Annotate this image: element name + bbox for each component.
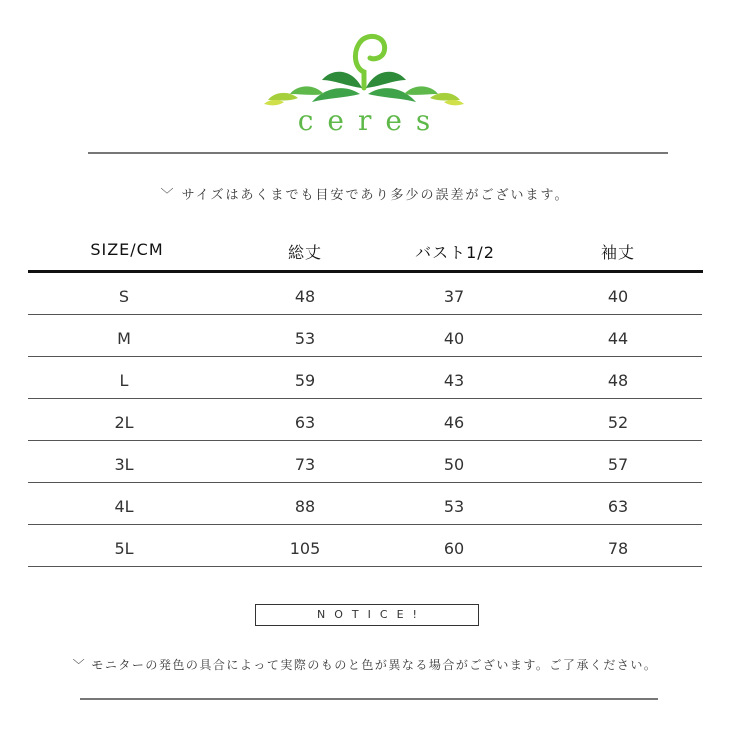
- table-row: [28, 315, 702, 357]
- cell-size: 2L: [114, 413, 134, 432]
- header-sleeve: 袖丈: [600, 243, 636, 262]
- row-divider: [28, 566, 702, 567]
- bottom-divider: [80, 698, 658, 700]
- cell-bust: 40: [443, 329, 465, 348]
- cell-size: S: [118, 287, 130, 306]
- cell-sleeve: 78: [607, 539, 629, 558]
- cell-sleeve: 44: [607, 329, 629, 348]
- cell-sleeve: 40: [607, 287, 629, 306]
- table-row: [28, 273, 702, 315]
- cell-bust: 37: [443, 287, 465, 306]
- cell-bust: 53: [443, 497, 465, 516]
- table-row: [28, 525, 702, 567]
- table-row: [28, 441, 702, 483]
- cell-length: 73: [294, 455, 316, 474]
- cell-length: 105: [289, 539, 321, 558]
- cell-size: 4L: [114, 497, 134, 516]
- header-size: SIZE/CM: [90, 240, 164, 259]
- cell-sleeve: 57: [607, 455, 629, 474]
- cell-bust: 43: [443, 371, 465, 390]
- cell-sleeve: 48: [607, 371, 629, 390]
- cell-size: M: [117, 329, 131, 348]
- header-bust: バスト1/2: [415, 243, 495, 262]
- cell-sleeve: 63: [607, 497, 629, 516]
- size-note: ﹀ サイズはあくまでも目安であり多少の誤差がございます。: [160, 188, 570, 203]
- cell-bust: 50: [443, 455, 465, 474]
- table-header: [28, 236, 702, 270]
- cell-length: 48: [294, 287, 316, 306]
- cell-length: 63: [294, 413, 316, 432]
- cell-size: 5L: [114, 539, 134, 558]
- cell-bust: 60: [443, 539, 465, 558]
- cell-size: L: [119, 371, 129, 390]
- top-divider: [88, 152, 668, 154]
- color-note: ﹀ モニターの発色の具合によって実際のものと色が異なる場合がございます。ご了承ください。: [72, 658, 658, 672]
- cell-length: 59: [294, 371, 316, 390]
- table-row: [28, 483, 702, 525]
- cell-length: 88: [294, 497, 316, 516]
- cell-bust: 46: [443, 413, 465, 432]
- cell-sleeve: 52: [607, 413, 629, 432]
- brand-name: ceres: [297, 104, 445, 137]
- table-row: [28, 399, 702, 441]
- header-length: 総丈: [287, 243, 323, 262]
- table-row: [28, 357, 702, 399]
- cell-length: 53: [294, 329, 316, 348]
- cell-size: 3L: [114, 455, 134, 474]
- notice-label: NOTICE!: [255, 604, 479, 626]
